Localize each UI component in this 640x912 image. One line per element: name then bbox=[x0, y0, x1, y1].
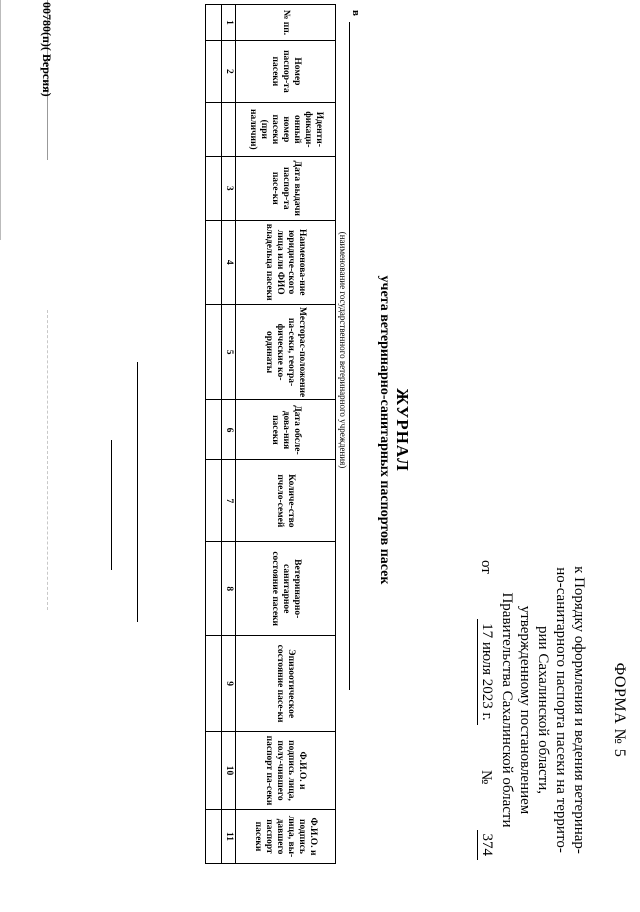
col-number-cell: 6 bbox=[222, 400, 236, 460]
col-number-cell: 11 bbox=[222, 809, 236, 863]
table-empty-row bbox=[206, 5, 222, 864]
table-cell bbox=[206, 732, 222, 810]
table-cell bbox=[206, 304, 222, 400]
version-stamp: 00780(п)( Версия) bbox=[40, 2, 54, 97]
col-number-cell: 1 bbox=[222, 5, 236, 41]
resolution-number: 374 bbox=[477, 830, 496, 861]
resolution-date-row bbox=[477, 560, 496, 860]
scan-faint-line bbox=[47, 310, 48, 610]
header-line: утвержденному постановлением bbox=[517, 605, 533, 815]
col-header-location: Месторас-положение па-секи, геогра-фические ко-ординаты bbox=[236, 304, 336, 400]
journal-subtitle: учета ветеринарно-санитарных паспортов пасек bbox=[377, 275, 392, 585]
header-line: Правительства Сахалинской области bbox=[499, 592, 515, 828]
form-header bbox=[477, 560, 628, 860]
col-number-cell: 5 bbox=[222, 304, 236, 400]
col-number-cell: 10 bbox=[222, 732, 236, 810]
col-header-epizootic-state: Эпизоотическое состояние пасе-ки bbox=[236, 636, 336, 732]
col-number-cell: 4 bbox=[222, 220, 236, 304]
table-cell bbox=[206, 102, 222, 156]
institution-prefix: в bbox=[350, 10, 362, 16]
col-number-cell: 3 bbox=[222, 156, 236, 220]
header-line: но-санитарного паспорта пасеки на террито- bbox=[553, 567, 569, 853]
col-header-issuer: Ф.И.О. и подпись лица, вы-давшего паспорт пасеки bbox=[236, 809, 336, 863]
journal-title: ЖУРНАЛ bbox=[393, 388, 412, 472]
col-number-cell: 9 bbox=[222, 636, 236, 732]
col-header-vet-state: Ветеринарно-санитарное состояние пасеки bbox=[236, 542, 336, 636]
from-label: от bbox=[478, 560, 494, 574]
table-cell bbox=[206, 40, 222, 102]
col-header-issue-date: Дата выдачи паспор-та пасе-ки bbox=[236, 156, 336, 220]
col-header-colony-count: Количе-ство пчело-семей bbox=[236, 460, 336, 542]
table-cell bbox=[206, 220, 222, 304]
table-cell bbox=[206, 809, 222, 863]
table-header-row bbox=[236, 5, 336, 864]
table-cell bbox=[206, 156, 222, 220]
col-number-cell: 8 bbox=[222, 542, 236, 636]
blank-line bbox=[137, 362, 138, 622]
col-number-cell: 2 bbox=[222, 40, 236, 102]
form-label: ФОРМА № 5 bbox=[611, 662, 628, 758]
col-header-apiary-id: Иденти-фикаци-онный номер пасеки (при наличии) bbox=[236, 102, 336, 156]
blank-line bbox=[111, 440, 112, 570]
col-number-cell: 7 bbox=[222, 460, 236, 542]
institution-fill-line bbox=[349, 22, 350, 690]
col-header-number: № пп. bbox=[236, 5, 336, 41]
col-number-cell bbox=[222, 102, 236, 156]
table-cell bbox=[206, 542, 222, 636]
table-cell bbox=[206, 460, 222, 542]
journal-table bbox=[205, 4, 336, 864]
header-line: к Порядку оформления и ведения ветеринар- bbox=[571, 566, 587, 854]
table-number-row bbox=[222, 5, 236, 864]
col-header-inspection-date: Дата обсле-дова-ния пасеки bbox=[236, 400, 336, 460]
col-header-passport-number: Номер паспор-та пасеки bbox=[236, 40, 336, 102]
number-label: № bbox=[478, 769, 494, 785]
institution-caption: (наименование государственного ветеринарного учреждения) bbox=[338, 231, 348, 469]
header-line: рии Сахалинской области, bbox=[535, 626, 551, 794]
col-header-owner: Наименова-ние юридиче-ского лица или ФИО владельца пасеки bbox=[236, 220, 336, 304]
journal-heading bbox=[376, 260, 412, 600]
table-cell bbox=[206, 400, 222, 460]
col-header-receiver: Ф.И.О. и подпись лица, полу-чившего паспорт па-секи bbox=[236, 732, 336, 810]
institution-row bbox=[346, 10, 364, 690]
resolution-date: 17 июля 2023 г. bbox=[477, 619, 496, 725]
table-cell bbox=[206, 636, 222, 732]
table-cell bbox=[206, 5, 222, 41]
